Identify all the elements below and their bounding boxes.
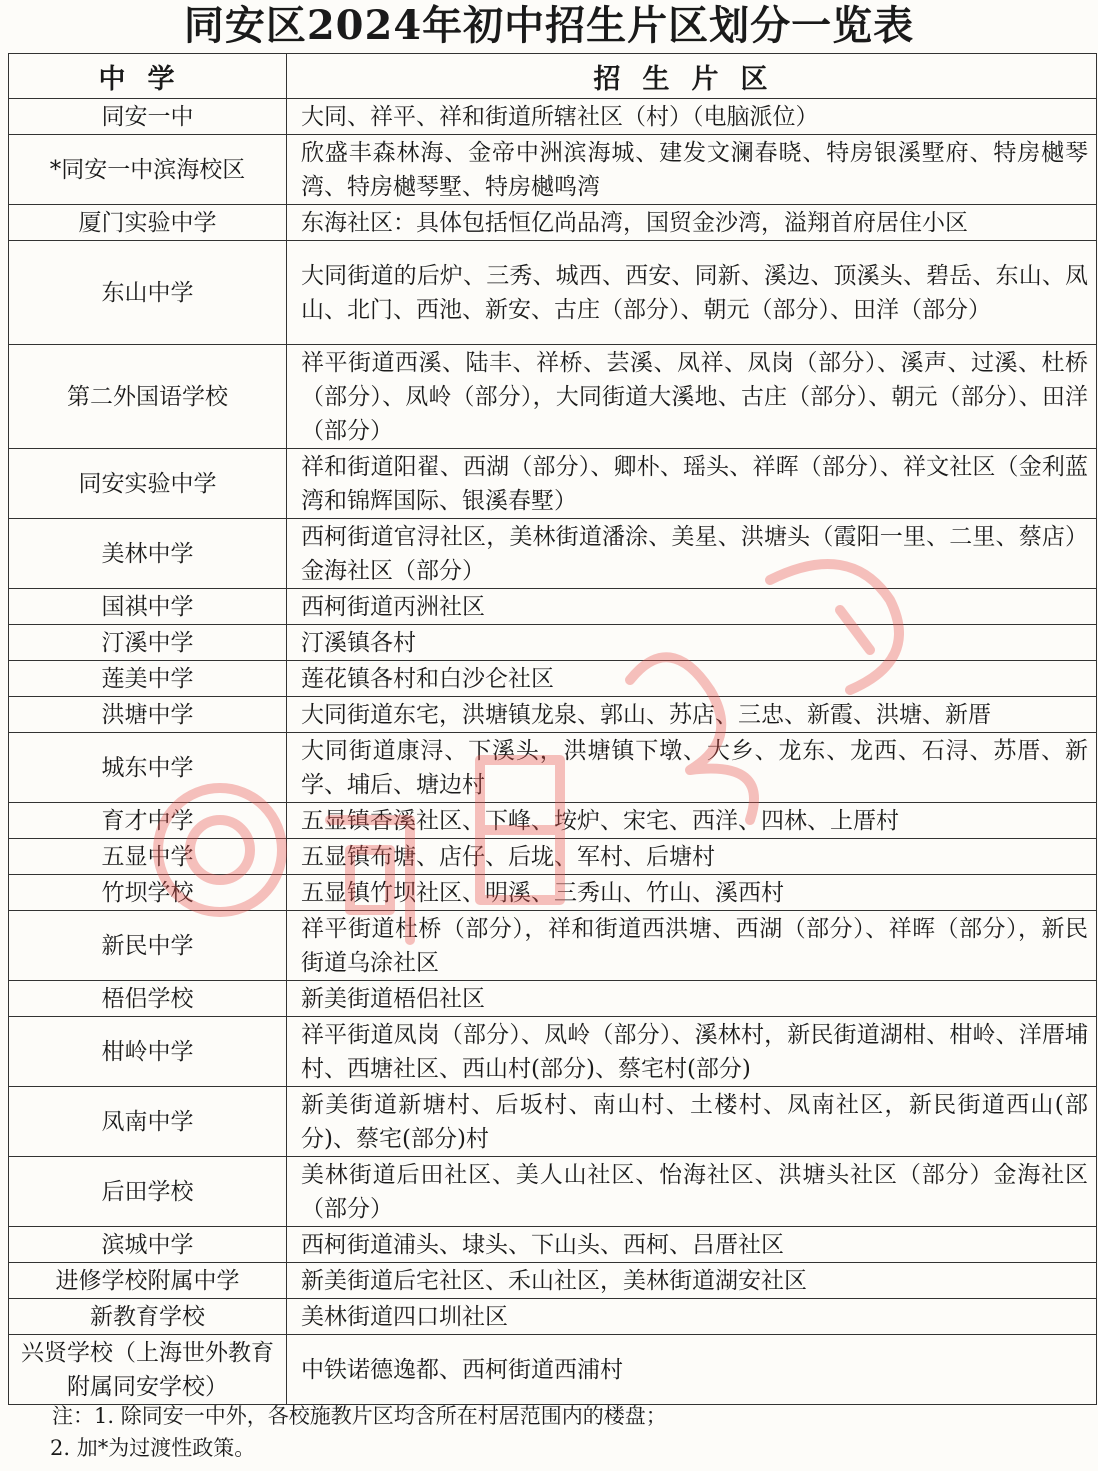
school-name-cell: 新民中学 xyxy=(9,911,287,981)
school-name-cell: 兴贤学校（上海世外教育附属同安学校） xyxy=(9,1335,287,1405)
table-header-row xyxy=(9,54,1097,99)
enrollment-area-cell: 大同街道康浔、下溪头，洪塘镇下墩、大乡、龙东、龙西、石浔、苏厝、新学、埔后、塘边村 xyxy=(287,733,1097,803)
school-name-cell: 同安一中 xyxy=(9,99,287,135)
school-name-cell: 竹坝学校 xyxy=(9,875,287,911)
table-row xyxy=(9,1335,1097,1405)
school-name-cell: 梧侣学校 xyxy=(9,981,287,1017)
enrollment-area-cell: 祥平街道凤岗（部分）、凤岭（部分）、溪林村，新民街道湖柑、柑岭、洋厝埔村、西塘社区、西山村(部分)、蔡宅村(部分) xyxy=(287,1017,1097,1087)
school-name-cell: 莲美中学 xyxy=(9,661,287,697)
school-name-cell: 进修学校附属中学 xyxy=(9,1263,287,1299)
school-name-cell: 城东中学 xyxy=(9,733,287,803)
table-row xyxy=(9,589,1097,625)
enrollment-area-cell: 祥和街道阳翟、西湖（部分）、卿朴、瑶头、祥晖（部分）、祥文社区（金利蓝湾和锦辉国际、银溪春墅） xyxy=(287,449,1097,519)
school-name-cell: 后田学校 xyxy=(9,1157,287,1227)
enrollment-area-cell: 五显镇竹坝社区、明溪、三秀山、竹山、溪西村 xyxy=(287,875,1097,911)
table-row xyxy=(9,1299,1097,1335)
table-row xyxy=(9,345,1097,449)
table-row xyxy=(9,625,1097,661)
enrollment-area-cell: 祥平街道杜桥（部分），祥和街道西洪塘、西湖（部分）、祥晖（部分），新民街道乌涂社区 xyxy=(287,911,1097,981)
school-name-cell: 育才中学 xyxy=(9,803,287,839)
enrollment-area-cell: 祥平街道西溪、陆丰、祥桥、芸溪、凤祥、凤岗（部分）、溪声、过溪、杜桥（部分）、凤岭（部分），大同街道大溪地、古庄（部分）、朝元（部分）、田洋（部分） xyxy=(287,345,1097,449)
table-row xyxy=(9,1263,1097,1299)
table-row xyxy=(9,697,1097,733)
school-name-cell: 同安实验中学 xyxy=(9,449,287,519)
school-name-cell: 第二外国语学校 xyxy=(9,345,287,449)
school-name-cell: 五显中学 xyxy=(9,839,287,875)
table-row xyxy=(9,241,1097,345)
footnote-2: 2. 加*为过渡性政策。 xyxy=(50,1436,256,1460)
table-row xyxy=(9,875,1097,911)
enrollment-area-cell: 美林街道后田社区、美人山社区、怡海社区、洪塘头社区（部分）金海社区（部分） xyxy=(287,1157,1097,1227)
table-row xyxy=(9,1017,1097,1087)
enrollment-area-cell: 西柯街道丙洲社区 xyxy=(287,589,1097,625)
enrollment-area-cell: 大同、祥平、祥和街道所辖社区（村）（电脑派位） xyxy=(287,99,1097,135)
table-row xyxy=(9,733,1097,803)
table-row xyxy=(9,911,1097,981)
table-row xyxy=(9,519,1097,589)
footnotes xyxy=(52,1400,1052,1464)
enrollment-area-cell: 新美街道后宅社区、禾山社区，美林街道湖安社区 xyxy=(287,1263,1097,1299)
enrollment-area-cell: 东海社区：具体包括恒亿尚品湾，国贸金沙湾，溢翔首府居住小区 xyxy=(287,205,1097,241)
enrollment-area-cell: 美林街道四口圳社区 xyxy=(287,1299,1097,1335)
table-row xyxy=(9,661,1097,697)
enrollment-area-cell: 五显镇香溪社区、下峰、垵炉、宋宅、西洋、四林、上厝村 xyxy=(287,803,1097,839)
school-name-cell: 美林中学 xyxy=(9,519,287,589)
enrollment-area-cell: 新美街道新塘村、后坂村、南山村、土楼村、凤南社区，新民街道西山(部分)、蔡宅(部分)村 xyxy=(287,1087,1097,1157)
school-name-cell: 国祺中学 xyxy=(9,589,287,625)
header-school: 中学 xyxy=(9,54,287,99)
enrollment-area-cell: 大同街道的后炉、三秀、城西、西安、同新、溪边、顶溪头、碧岳、东山、凤山、北门、西池、新安、古庄（部分）、朝元（部分）、田洋（部分） xyxy=(287,241,1097,345)
table-row xyxy=(9,803,1097,839)
table-row xyxy=(9,449,1097,519)
enrollment-area-cell: 大同街道东宅，洪塘镇龙泉、郭山、苏店、三忠、新霞、洪塘、新厝 xyxy=(287,697,1097,733)
table-row xyxy=(9,99,1097,135)
enrollment-area-cell: 莲花镇各村和白沙仑社区 xyxy=(287,661,1097,697)
enrollment-area-cell: 西柯街道浦头、埭头、下山头、西柯、吕厝社区 xyxy=(287,1227,1097,1263)
school-name-cell: 厦门实验中学 xyxy=(9,205,287,241)
table-row xyxy=(9,1087,1097,1157)
enrollment-area-cell: 五显镇布塘、店仔、后垅、军村、后塘村 xyxy=(287,839,1097,875)
school-name-cell: 凤南中学 xyxy=(9,1087,287,1157)
school-name-cell: 东山中学 xyxy=(9,241,287,345)
header-area: 招生片区 xyxy=(287,54,1097,99)
table-row xyxy=(9,1227,1097,1263)
enrollment-area-cell: 中铁诺德逸都、西柯街道西浦村 xyxy=(287,1335,1097,1405)
school-name-cell: 洪塘中学 xyxy=(9,697,287,733)
table-row xyxy=(9,1157,1097,1227)
table-row xyxy=(9,135,1097,205)
table-row xyxy=(9,839,1097,875)
enrollment-zone-table xyxy=(8,53,1097,1405)
table-row xyxy=(9,205,1097,241)
enrollment-area-cell: 汀溪镇各村 xyxy=(287,625,1097,661)
footnote-1: 注：1. 除同安一中外，各校施教片区均含所在村居范围内的楼盘； xyxy=(52,1404,667,1428)
enrollment-area-cell: 西柯街道官浔社区，美林街道潘涂、美星、洪塘头（霞阳一里、二里、蔡店）金海社区（部分） xyxy=(287,519,1097,589)
school-name-cell: 滨城中学 xyxy=(9,1227,287,1263)
school-name-cell: 新教育学校 xyxy=(9,1299,287,1335)
school-name-cell: 柑岭中学 xyxy=(9,1017,287,1087)
table-body xyxy=(9,99,1097,1405)
school-name-cell: *同安一中滨海校区 xyxy=(9,135,287,205)
enrollment-area-cell: 欣盛丰森林海、金帝中洲滨海城、建发文澜春晓、特房银溪墅府、特房樾琴湾、特房樾琴墅、特房樾鸣湾 xyxy=(287,135,1097,205)
page-title: 同安区2024年初中招生片区划分一览表 xyxy=(183,2,915,49)
enrollment-area-cell: 新美街道梧侣社区 xyxy=(287,981,1097,1017)
table-row xyxy=(9,981,1097,1017)
school-name-cell: 汀溪中学 xyxy=(9,625,287,661)
